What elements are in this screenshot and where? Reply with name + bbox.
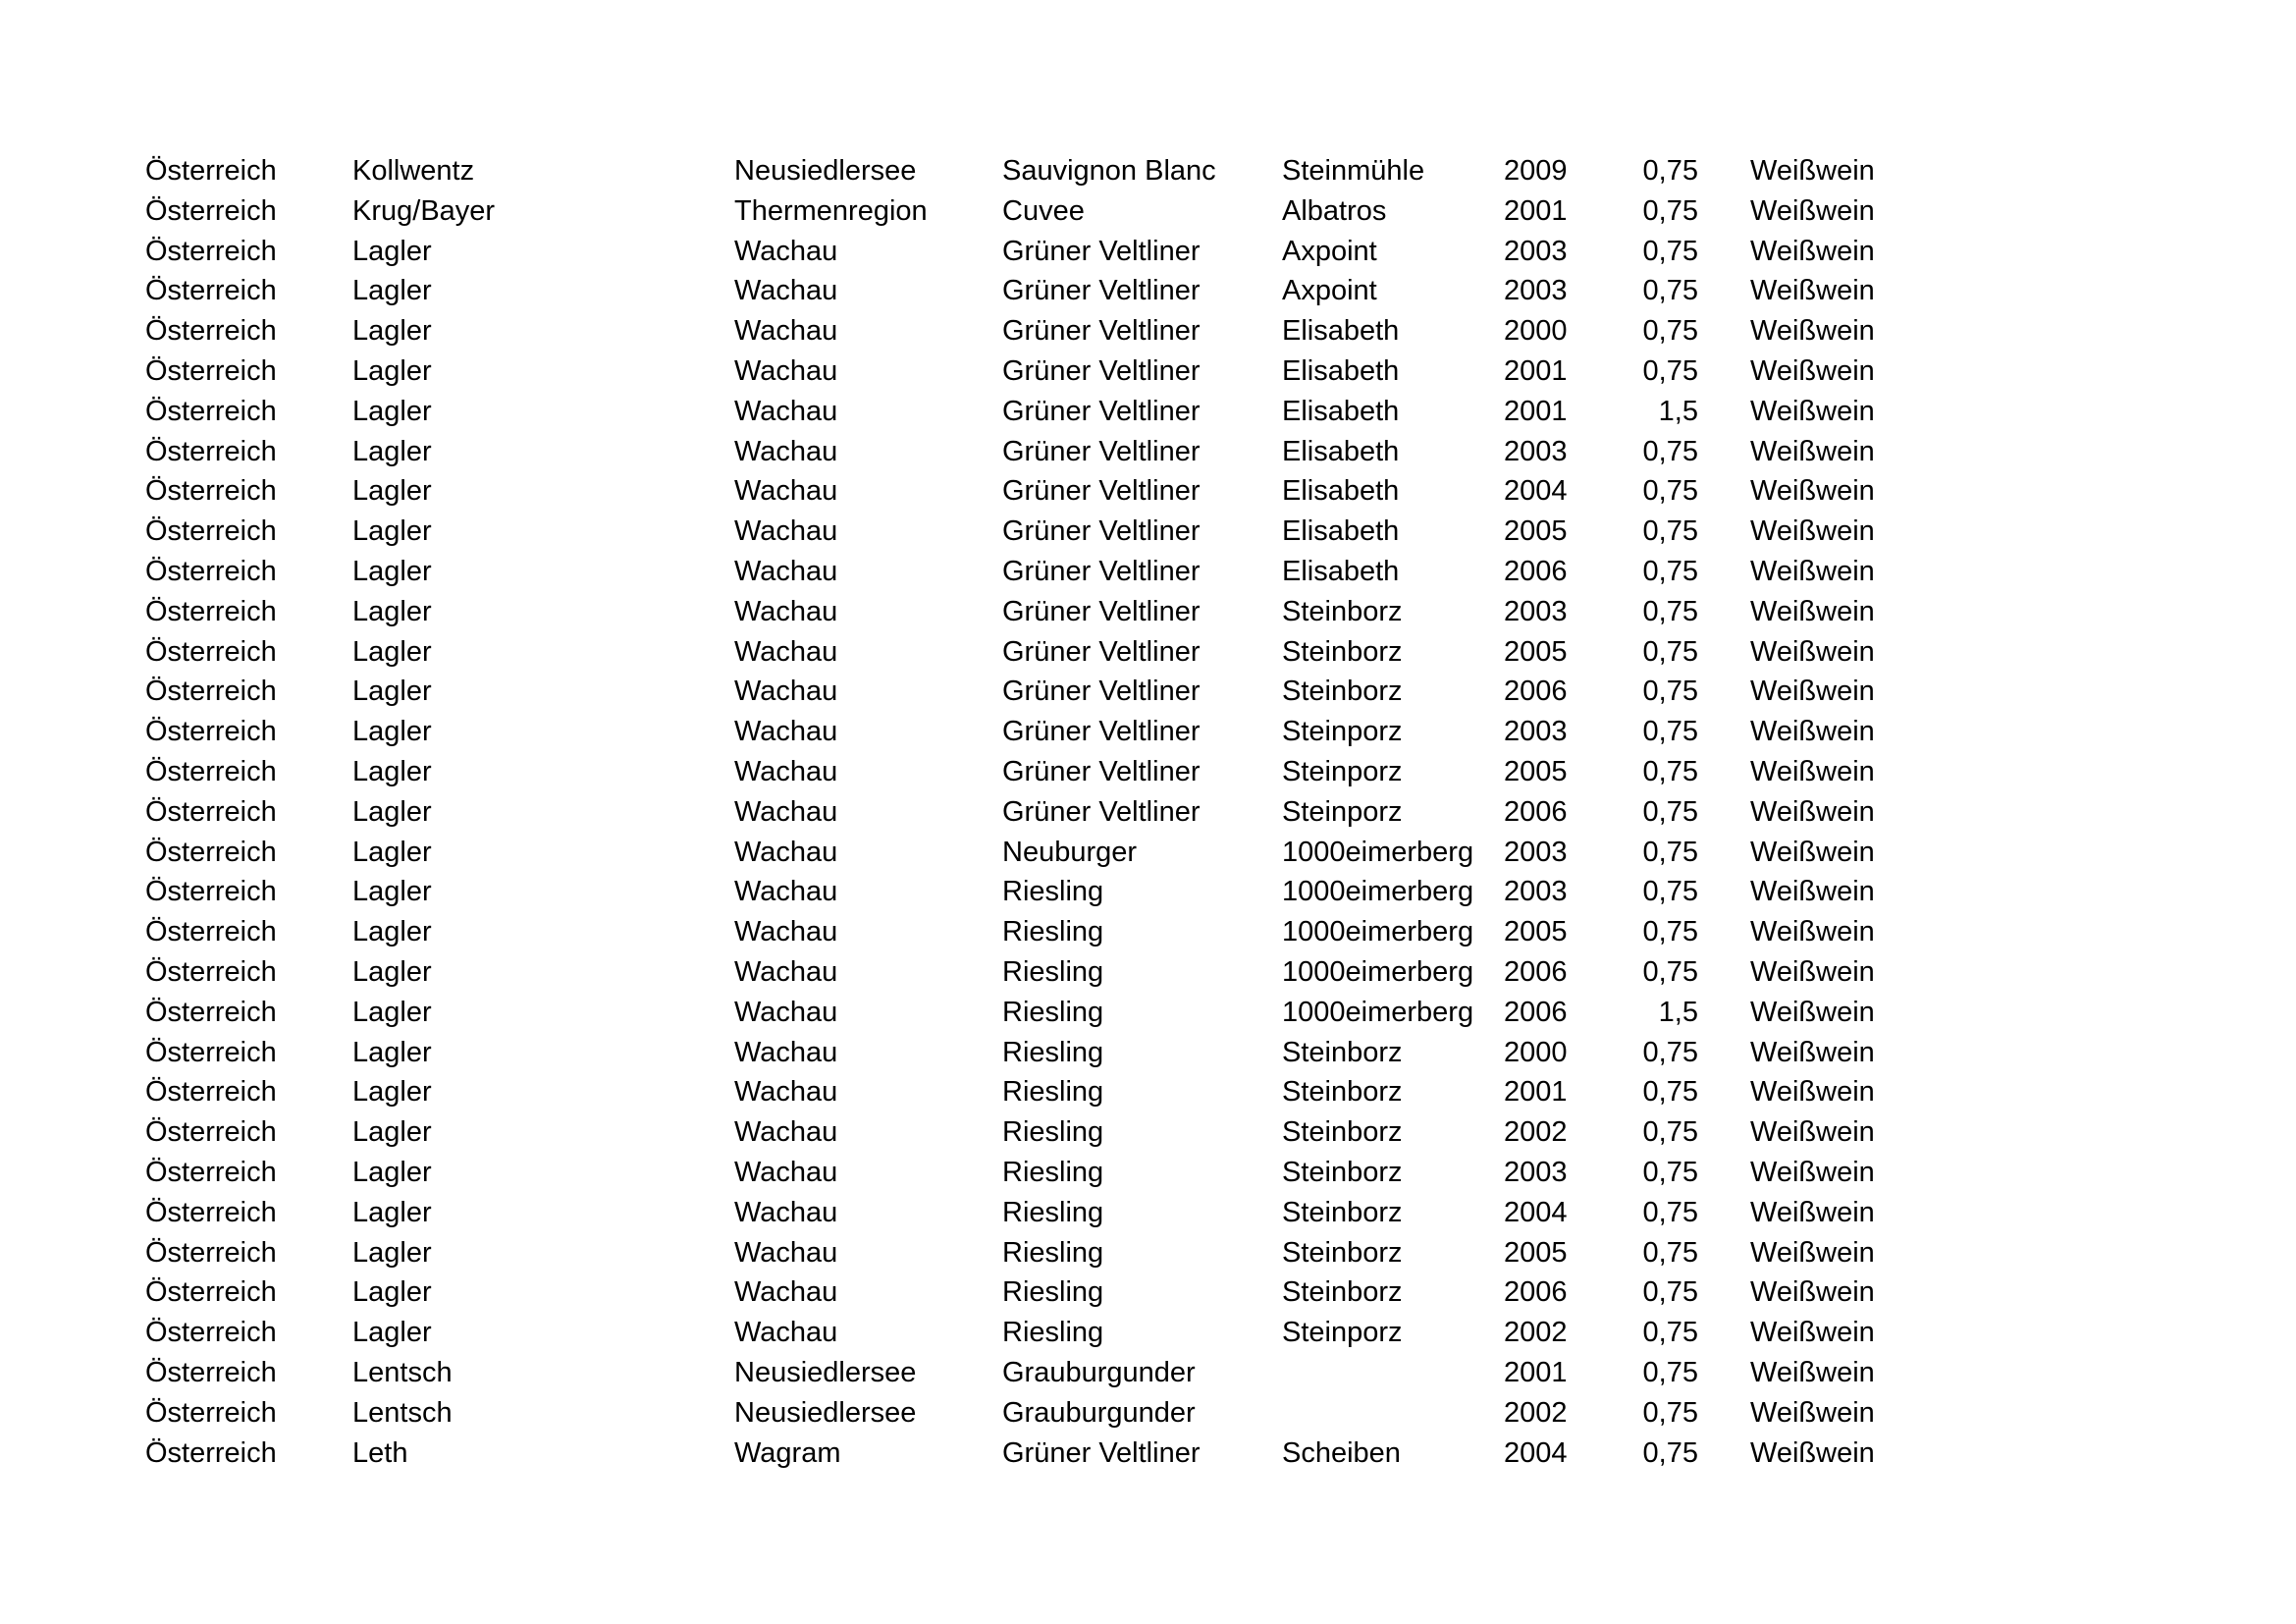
producer-cell: Leth bbox=[352, 1436, 408, 1469]
volume-cell: 0,75 bbox=[1642, 1036, 1698, 1068]
volume-cell: 0,75 bbox=[1642, 755, 1698, 787]
country-cell: Österreich bbox=[145, 595, 277, 627]
vineyard-cell: Steinporz bbox=[1282, 755, 1403, 787]
vintage-cell: 2003 bbox=[1504, 876, 1568, 908]
region-cell: Wachau bbox=[734, 1116, 838, 1149]
wine-table bbox=[0, 151, 2296, 1473]
country-cell: Österreich bbox=[145, 1396, 277, 1429]
vineyard-cell: Elisabeth bbox=[1282, 315, 1400, 348]
country-cell: Österreich bbox=[145, 635, 277, 668]
table-row bbox=[0, 1112, 2296, 1153]
wine-type-cell: Weißwein bbox=[1750, 275, 1875, 307]
vineyard-cell: 1000eimerberg bbox=[1282, 836, 1474, 868]
vineyard-cell: 1000eimerberg bbox=[1282, 876, 1474, 908]
country-cell: Österreich bbox=[145, 876, 277, 908]
volume-cell: 0,75 bbox=[1642, 555, 1698, 587]
volume-cell: 0,75 bbox=[1642, 354, 1698, 387]
vineyard-cell: Albatros bbox=[1282, 194, 1387, 227]
country-cell: Österreich bbox=[145, 155, 277, 187]
wine-type-cell: Weißwein bbox=[1750, 755, 1875, 787]
wine-type-cell: Weißwein bbox=[1750, 475, 1875, 508]
vintage-cell: 2003 bbox=[1504, 275, 1568, 307]
table-row bbox=[0, 952, 2296, 993]
vineyard-cell: Elisabeth bbox=[1282, 475, 1400, 508]
table-row bbox=[0, 1233, 2296, 1273]
region-cell: Wagram bbox=[734, 1436, 841, 1469]
volume-cell: 0,75 bbox=[1642, 194, 1698, 227]
vintage-cell: 2003 bbox=[1504, 1156, 1568, 1188]
wine-type-cell: Weißwein bbox=[1750, 1396, 1875, 1429]
vintage-cell: 2005 bbox=[1504, 916, 1568, 948]
grape-cell: Grüner Veltliner bbox=[1002, 755, 1201, 787]
table-row bbox=[0, 1072, 2296, 1112]
volume-cell: 0,75 bbox=[1642, 1356, 1698, 1388]
table-row bbox=[0, 1153, 2296, 1193]
producer-cell: Lagler bbox=[352, 1076, 432, 1109]
producer-cell: Lagler bbox=[352, 275, 432, 307]
region-cell: Wachau bbox=[734, 795, 838, 828]
producer-cell: Lagler bbox=[352, 955, 432, 988]
region-cell: Wachau bbox=[734, 555, 838, 587]
producer-cell: Lentsch bbox=[352, 1396, 453, 1429]
table-row bbox=[0, 833, 2296, 873]
country-cell: Österreich bbox=[145, 1317, 277, 1349]
region-cell: Wachau bbox=[734, 515, 838, 548]
vineyard-cell: 1000eimerberg bbox=[1282, 916, 1474, 948]
region-cell: Wachau bbox=[734, 1156, 838, 1188]
vineyard-cell: Steinborz bbox=[1282, 1036, 1403, 1068]
volume-cell: 0,75 bbox=[1642, 315, 1698, 348]
vintage-cell: 2009 bbox=[1504, 155, 1568, 187]
vineyard-cell: Steinborz bbox=[1282, 676, 1403, 708]
vineyard-cell: Scheiben bbox=[1282, 1436, 1401, 1469]
grape-cell: Grauburgunder bbox=[1002, 1356, 1196, 1388]
table-row bbox=[0, 311, 2296, 352]
grape-cell: Grüner Veltliner bbox=[1002, 555, 1201, 587]
table-row bbox=[0, 1193, 2296, 1233]
wine-type-cell: Weißwein bbox=[1750, 1236, 1875, 1269]
wine-type-cell: Weißwein bbox=[1750, 1116, 1875, 1149]
volume-cell: 0,75 bbox=[1642, 275, 1698, 307]
producer-cell: Lagler bbox=[352, 595, 432, 627]
producer-cell: Lentsch bbox=[352, 1356, 453, 1388]
country-cell: Österreich bbox=[145, 676, 277, 708]
vintage-cell: 2005 bbox=[1504, 1236, 1568, 1269]
vineyard-cell: Axpoint bbox=[1282, 235, 1377, 267]
vintage-cell: 2005 bbox=[1504, 755, 1568, 787]
volume-cell: 0,75 bbox=[1642, 475, 1698, 508]
vintage-cell: 2001 bbox=[1504, 354, 1568, 387]
vineyard-cell: Elisabeth bbox=[1282, 395, 1400, 427]
vintage-cell: 2003 bbox=[1504, 595, 1568, 627]
volume-cell: 0,75 bbox=[1642, 1196, 1698, 1228]
volume-cell: 0,75 bbox=[1642, 1317, 1698, 1349]
grape-cell: Grüner Veltliner bbox=[1002, 315, 1201, 348]
wine-type-cell: Weißwein bbox=[1750, 354, 1875, 387]
table-row bbox=[0, 1313, 2296, 1353]
producer-cell: Lagler bbox=[352, 916, 432, 948]
region-cell: Wachau bbox=[734, 635, 838, 668]
region-cell: Neusiedlersee bbox=[734, 1396, 917, 1429]
country-cell: Österreich bbox=[145, 354, 277, 387]
table-row bbox=[0, 471, 2296, 512]
producer-cell: Lagler bbox=[352, 1116, 432, 1149]
vineyard-cell: Steinborz bbox=[1282, 1236, 1403, 1269]
vintage-cell: 2004 bbox=[1504, 475, 1568, 508]
vineyard-cell: Elisabeth bbox=[1282, 354, 1400, 387]
producer-cell: Lagler bbox=[352, 1196, 432, 1228]
grape-cell: Riesling bbox=[1002, 996, 1104, 1028]
region-cell: Wachau bbox=[734, 315, 838, 348]
vineyard-cell: Steinmühle bbox=[1282, 155, 1425, 187]
grape-cell: Riesling bbox=[1002, 1156, 1104, 1188]
producer-cell: Lagler bbox=[352, 395, 432, 427]
table-row bbox=[0, 432, 2296, 472]
country-cell: Österreich bbox=[145, 235, 277, 267]
country-cell: Österreich bbox=[145, 555, 277, 587]
wine-type-cell: Weißwein bbox=[1750, 1196, 1875, 1228]
grape-cell: Grüner Veltliner bbox=[1002, 475, 1201, 508]
vineyard-cell: Steinborz bbox=[1282, 1116, 1403, 1149]
wine-type-cell: Weißwein bbox=[1750, 716, 1875, 748]
vintage-cell: 2005 bbox=[1504, 515, 1568, 548]
producer-cell: Lagler bbox=[352, 1236, 432, 1269]
vineyard-cell: 1000eimerberg bbox=[1282, 955, 1474, 988]
volume-cell: 0,75 bbox=[1642, 1156, 1698, 1188]
vintage-cell: 2003 bbox=[1504, 836, 1568, 868]
producer-cell: Kollwentz bbox=[352, 155, 475, 187]
producer-cell: Lagler bbox=[352, 354, 432, 387]
wine-type-cell: Weißwein bbox=[1750, 1276, 1875, 1309]
vineyard-cell: Steinporz bbox=[1282, 716, 1403, 748]
vintage-cell: 2006 bbox=[1504, 795, 1568, 828]
grape-cell: Grauburgunder bbox=[1002, 1396, 1196, 1429]
producer-cell: Lagler bbox=[352, 996, 432, 1028]
volume-cell: 0,75 bbox=[1642, 955, 1698, 988]
producer-cell: Lagler bbox=[352, 1036, 432, 1068]
grape-cell: Riesling bbox=[1002, 876, 1104, 908]
country-cell: Österreich bbox=[145, 1356, 277, 1388]
grape-cell: Riesling bbox=[1002, 1317, 1104, 1349]
region-cell: Wachau bbox=[734, 1236, 838, 1269]
vintage-cell: 2001 bbox=[1504, 1356, 1568, 1388]
vineyard-cell: Steinborz bbox=[1282, 595, 1403, 627]
vintage-cell: 2004 bbox=[1504, 1196, 1568, 1228]
vintage-cell: 2002 bbox=[1504, 1116, 1568, 1149]
country-cell: Österreich bbox=[145, 836, 277, 868]
wine-type-cell: Weißwein bbox=[1750, 595, 1875, 627]
region-cell: Wachau bbox=[734, 716, 838, 748]
volume-cell: 0,75 bbox=[1642, 1396, 1698, 1429]
table-row bbox=[0, 632, 2296, 673]
country-cell: Österreich bbox=[145, 194, 277, 227]
grape-cell: Grüner Veltliner bbox=[1002, 354, 1201, 387]
table-row bbox=[0, 151, 2296, 191]
volume-cell: 0,75 bbox=[1642, 836, 1698, 868]
table-row bbox=[0, 1353, 2296, 1393]
volume-cell: 0,75 bbox=[1642, 1116, 1698, 1149]
table-row bbox=[0, 271, 2296, 311]
table-row bbox=[0, 232, 2296, 272]
vintage-cell: 2001 bbox=[1504, 194, 1568, 227]
grape-cell: Grüner Veltliner bbox=[1002, 395, 1201, 427]
country-cell: Österreich bbox=[145, 1156, 277, 1188]
volume-cell: 0,75 bbox=[1642, 595, 1698, 627]
vintage-cell: 2006 bbox=[1504, 555, 1568, 587]
grape-cell: Grüner Veltliner bbox=[1002, 275, 1201, 307]
vintage-cell: 2005 bbox=[1504, 635, 1568, 668]
volume-cell: 1,5 bbox=[1658, 996, 1698, 1028]
volume-cell: 0,75 bbox=[1642, 635, 1698, 668]
wine-type-cell: Weißwein bbox=[1750, 795, 1875, 828]
region-cell: Wachau bbox=[734, 475, 838, 508]
producer-cell: Lagler bbox=[352, 836, 432, 868]
wine-type-cell: Weißwein bbox=[1750, 194, 1875, 227]
region-cell: Wachau bbox=[734, 395, 838, 427]
region-cell: Thermenregion bbox=[734, 194, 928, 227]
volume-cell: 1,5 bbox=[1658, 395, 1698, 427]
vineyard-cell: Steinborz bbox=[1282, 1156, 1403, 1188]
region-cell: Wachau bbox=[734, 235, 838, 267]
producer-cell: Lagler bbox=[352, 1276, 432, 1309]
volume-cell: 0,75 bbox=[1642, 1236, 1698, 1269]
volume-cell: 0,75 bbox=[1642, 916, 1698, 948]
producer-cell: Krug/Bayer bbox=[352, 194, 496, 227]
country-cell: Österreich bbox=[145, 1036, 277, 1068]
grape-cell: Neuburger bbox=[1002, 836, 1138, 868]
table-row bbox=[0, 1033, 2296, 1073]
vintage-cell: 2002 bbox=[1504, 1396, 1568, 1429]
vintage-cell: 2006 bbox=[1504, 676, 1568, 708]
region-cell: Neusiedlersee bbox=[734, 1356, 917, 1388]
volume-cell: 0,75 bbox=[1642, 155, 1698, 187]
wine-type-cell: Weißwein bbox=[1750, 876, 1875, 908]
producer-cell: Lagler bbox=[352, 475, 432, 508]
wine-type-cell: Weißwein bbox=[1750, 435, 1875, 467]
grape-cell: Riesling bbox=[1002, 1036, 1104, 1068]
country-cell: Österreich bbox=[145, 795, 277, 828]
wine-type-cell: Weißwein bbox=[1750, 676, 1875, 708]
table-row bbox=[0, 672, 2296, 712]
region-cell: Wachau bbox=[734, 275, 838, 307]
vineyard-cell: 1000eimerberg bbox=[1282, 996, 1474, 1028]
wine-type-cell: Weißwein bbox=[1750, 1076, 1875, 1109]
producer-cell: Lagler bbox=[352, 716, 432, 748]
wine-type-cell: Weißwein bbox=[1750, 315, 1875, 348]
producer-cell: Lagler bbox=[352, 1156, 432, 1188]
wine-type-cell: Weißwein bbox=[1750, 1356, 1875, 1388]
region-cell: Wachau bbox=[734, 1036, 838, 1068]
vintage-cell: 2001 bbox=[1504, 1076, 1568, 1109]
vintage-cell: 2003 bbox=[1504, 435, 1568, 467]
grape-cell: Grüner Veltliner bbox=[1002, 716, 1201, 748]
vintage-cell: 2004 bbox=[1504, 1436, 1568, 1469]
country-cell: Österreich bbox=[145, 395, 277, 427]
grape-cell: Riesling bbox=[1002, 1076, 1104, 1109]
grape-cell: Grüner Veltliner bbox=[1002, 635, 1201, 668]
vineyard-cell: Steinporz bbox=[1282, 795, 1403, 828]
table-row bbox=[0, 1434, 2296, 1474]
region-cell: Neusiedlersee bbox=[734, 155, 917, 187]
wine-type-cell: Weißwein bbox=[1750, 555, 1875, 587]
table-row bbox=[0, 912, 2296, 952]
table-row bbox=[0, 592, 2296, 632]
vineyard-cell: Axpoint bbox=[1282, 275, 1377, 307]
volume-cell: 0,75 bbox=[1642, 1436, 1698, 1469]
volume-cell: 0,75 bbox=[1642, 1076, 1698, 1109]
wine-type-cell: Weißwein bbox=[1750, 155, 1875, 187]
table-row bbox=[0, 872, 2296, 912]
region-cell: Wachau bbox=[734, 1196, 838, 1228]
region-cell: Wachau bbox=[734, 996, 838, 1028]
table-row bbox=[0, 552, 2296, 592]
grape-cell: Riesling bbox=[1002, 916, 1104, 948]
producer-cell: Lagler bbox=[352, 635, 432, 668]
vineyard-cell: Steinporz bbox=[1282, 1317, 1403, 1349]
vintage-cell: 2000 bbox=[1504, 315, 1568, 348]
country-cell: Österreich bbox=[145, 1196, 277, 1228]
volume-cell: 0,75 bbox=[1642, 716, 1698, 748]
producer-cell: Lagler bbox=[352, 676, 432, 708]
country-cell: Österreich bbox=[145, 1236, 277, 1269]
region-cell: Wachau bbox=[734, 955, 838, 988]
country-cell: Österreich bbox=[145, 996, 277, 1028]
producer-cell: Lagler bbox=[352, 515, 432, 548]
table-row bbox=[0, 352, 2296, 392]
table-row bbox=[0, 512, 2296, 552]
wine-type-cell: Weißwein bbox=[1750, 235, 1875, 267]
region-cell: Wachau bbox=[734, 876, 838, 908]
country-cell: Österreich bbox=[145, 1436, 277, 1469]
grape-cell: Grüner Veltliner bbox=[1002, 235, 1201, 267]
table-row bbox=[0, 191, 2296, 232]
region-cell: Wachau bbox=[734, 1317, 838, 1349]
vineyard-cell: Steinborz bbox=[1282, 635, 1403, 668]
vintage-cell: 2001 bbox=[1504, 395, 1568, 427]
country-cell: Österreich bbox=[145, 475, 277, 508]
producer-cell: Lagler bbox=[352, 555, 432, 587]
region-cell: Wachau bbox=[734, 755, 838, 787]
grape-cell: Grüner Veltliner bbox=[1002, 676, 1201, 708]
grape-cell: Grüner Veltliner bbox=[1002, 515, 1201, 548]
grape-cell: Riesling bbox=[1002, 1276, 1104, 1309]
grape-cell: Sauvignon Blanc bbox=[1002, 155, 1216, 187]
country-cell: Österreich bbox=[145, 315, 277, 348]
vintage-cell: 2002 bbox=[1504, 1317, 1568, 1349]
wine-type-cell: Weißwein bbox=[1750, 395, 1875, 427]
wine-type-cell: Weißwein bbox=[1750, 836, 1875, 868]
country-cell: Österreich bbox=[145, 275, 277, 307]
producer-cell: Lagler bbox=[352, 315, 432, 348]
wine-type-cell: Weißwein bbox=[1750, 996, 1875, 1028]
region-cell: Wachau bbox=[734, 354, 838, 387]
grape-cell: Grüner Veltliner bbox=[1002, 1436, 1201, 1469]
volume-cell: 0,75 bbox=[1642, 515, 1698, 548]
grape-cell: Grüner Veltliner bbox=[1002, 435, 1201, 467]
grape-cell: Grüner Veltliner bbox=[1002, 795, 1201, 828]
region-cell: Wachau bbox=[734, 676, 838, 708]
table-row bbox=[0, 712, 2296, 752]
region-cell: Wachau bbox=[734, 836, 838, 868]
grape-cell: Cuvee bbox=[1002, 194, 1085, 227]
region-cell: Wachau bbox=[734, 1076, 838, 1109]
producer-cell: Lagler bbox=[352, 755, 432, 787]
table-row bbox=[0, 392, 2296, 432]
vineyard-cell: Elisabeth bbox=[1282, 435, 1400, 467]
vineyard-cell: Elisabeth bbox=[1282, 555, 1400, 587]
vineyard-cell: Elisabeth bbox=[1282, 515, 1400, 548]
grape-cell: Riesling bbox=[1002, 1236, 1104, 1269]
table-row bbox=[0, 1393, 2296, 1434]
grape-cell: Grüner Veltliner bbox=[1002, 595, 1201, 627]
vintage-cell: 2006 bbox=[1504, 955, 1568, 988]
vintage-cell: 2006 bbox=[1504, 996, 1568, 1028]
country-cell: Österreich bbox=[145, 716, 277, 748]
volume-cell: 0,75 bbox=[1642, 676, 1698, 708]
vintage-cell: 2003 bbox=[1504, 716, 1568, 748]
vintage-cell: 2000 bbox=[1504, 1036, 1568, 1068]
vintage-cell: 2003 bbox=[1504, 235, 1568, 267]
producer-cell: Lagler bbox=[352, 876, 432, 908]
country-cell: Österreich bbox=[145, 916, 277, 948]
region-cell: Wachau bbox=[734, 916, 838, 948]
table-row bbox=[0, 993, 2296, 1033]
wine-type-cell: Weißwein bbox=[1750, 1156, 1875, 1188]
table-row bbox=[0, 792, 2296, 833]
vineyard-cell: Steinborz bbox=[1282, 1076, 1403, 1109]
volume-cell: 0,75 bbox=[1642, 235, 1698, 267]
producer-cell: Lagler bbox=[352, 435, 432, 467]
grape-cell: Riesling bbox=[1002, 1196, 1104, 1228]
country-cell: Österreich bbox=[145, 1116, 277, 1149]
region-cell: Wachau bbox=[734, 595, 838, 627]
wine-type-cell: Weißwein bbox=[1750, 1036, 1875, 1068]
grape-cell: Riesling bbox=[1002, 1116, 1104, 1149]
grape-cell: Riesling bbox=[1002, 955, 1104, 988]
region-cell: Wachau bbox=[734, 435, 838, 467]
producer-cell: Lagler bbox=[352, 235, 432, 267]
vintage-cell: 2006 bbox=[1504, 1276, 1568, 1309]
table-row bbox=[0, 1272, 2296, 1313]
country-cell: Österreich bbox=[145, 755, 277, 787]
volume-cell: 0,75 bbox=[1642, 435, 1698, 467]
country-cell: Österreich bbox=[145, 1276, 277, 1309]
wine-type-cell: Weißwein bbox=[1750, 955, 1875, 988]
region-cell: Wachau bbox=[734, 1276, 838, 1309]
volume-cell: 0,75 bbox=[1642, 876, 1698, 908]
country-cell: Österreich bbox=[145, 1076, 277, 1109]
producer-cell: Lagler bbox=[352, 795, 432, 828]
country-cell: Österreich bbox=[145, 435, 277, 467]
wine-type-cell: Weißwein bbox=[1750, 515, 1875, 548]
country-cell: Österreich bbox=[145, 955, 277, 988]
wine-type-cell: Weißwein bbox=[1750, 1436, 1875, 1469]
table-row bbox=[0, 752, 2296, 792]
country-cell: Österreich bbox=[145, 515, 277, 548]
vineyard-cell: Steinborz bbox=[1282, 1276, 1403, 1309]
volume-cell: 0,75 bbox=[1642, 1276, 1698, 1309]
producer-cell: Lagler bbox=[352, 1317, 432, 1349]
vineyard-cell: Steinborz bbox=[1282, 1196, 1403, 1228]
wine-type-cell: Weißwein bbox=[1750, 1317, 1875, 1349]
wine-type-cell: Weißwein bbox=[1750, 916, 1875, 948]
wine-type-cell: Weißwein bbox=[1750, 635, 1875, 668]
volume-cell: 0,75 bbox=[1642, 795, 1698, 828]
